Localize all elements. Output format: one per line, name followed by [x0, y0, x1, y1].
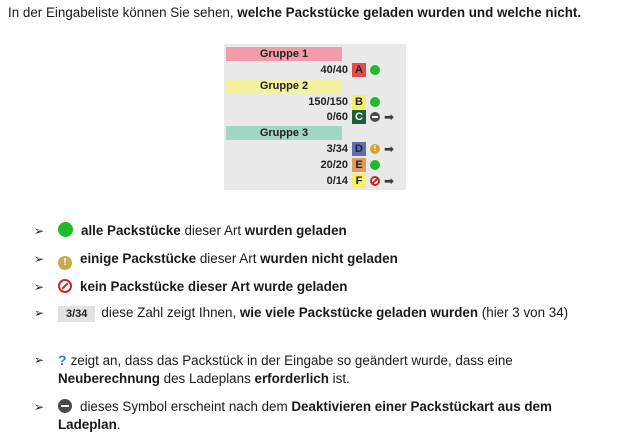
- loaded-status-icon: [370, 97, 380, 107]
- list-item-c[interactable]: [224, 110, 406, 124]
- loaded-status-icon: [370, 65, 380, 75]
- minus-circle-icon: [58, 399, 72, 413]
- loaded-status-icon: [370, 160, 380, 170]
- bullet-text: diese Zahl zeigt Ihnen,: [101, 305, 240, 320]
- bullet-bold: Deaktivieren einer Packstückart aus dem: [291, 399, 552, 414]
- badge-c: C: [352, 110, 366, 124]
- list-item-e[interactable]: [224, 158, 406, 172]
- deactivated-status-icon: [370, 112, 380, 122]
- badge-e: E: [352, 158, 366, 172]
- not-allowed-icon: [58, 279, 72, 293]
- count-c: 0/60: [326, 111, 348, 123]
- badge-d: D: [352, 142, 366, 156]
- group-2-header[interactable]: Gruppe 2: [226, 79, 342, 93]
- intro-bold-text: welche Packstücke geladen wurden und welche nicht.: [237, 5, 582, 20]
- count-d: 3/34: [326, 143, 348, 155]
- count-b: 150/150: [308, 96, 348, 108]
- badge-a: A: [352, 63, 366, 77]
- list-item-b[interactable]: [224, 95, 406, 109]
- badge-b: B: [352, 95, 366, 109]
- bullet-bold: wie viele Packstücke geladen wurden: [239, 305, 479, 320]
- bullet-text: dieser Art: [180, 223, 245, 238]
- bullet-marker: ➢: [34, 306, 45, 320]
- bullet-marker: ➢: [34, 400, 45, 414]
- bullet-bold: Ladeplan: [58, 417, 117, 432]
- list-item-d[interactable]: [224, 142, 406, 156]
- bullet-text: zeigt an, dass das Packstück in der Eingabe so geändert wurde, dass eine: [70, 353, 513, 368]
- arrow-right-icon[interactable]: ➡: [384, 174, 395, 188]
- arrow-right-icon[interactable]: ➡: [384, 110, 395, 124]
- warning-status-icon: !: [370, 144, 380, 154]
- bullet-bold: kein Packstücke dieser Art wurde geladen: [80, 279, 348, 294]
- bullet-marker: ➢: [34, 280, 45, 294]
- bullet-text: dieser Art: [196, 251, 261, 266]
- not-loaded-status-icon: [370, 176, 380, 186]
- count-f: 0/14: [326, 175, 348, 187]
- warning-icon: !: [58, 256, 72, 270]
- bullet-bold: einige Packstücke: [80, 251, 197, 266]
- bullet-bold: wurden nicht geladen: [260, 251, 398, 266]
- bullet-marker: ➢: [34, 252, 45, 266]
- group-1-header[interactable]: Gruppe 1: [226, 47, 342, 61]
- intro-paragraph: [8, 4, 613, 22]
- badge-f: F: [352, 174, 366, 188]
- fraction-example: 3/34: [58, 306, 95, 322]
- green-check-icon: [58, 222, 73, 237]
- bullet-bold: erforderlich: [254, 371, 329, 386]
- intro-text: In der Eingabeliste können Sie sehen,: [8, 5, 238, 20]
- bullet-marker: ➢: [34, 224, 45, 238]
- bullet-text: .: [116, 417, 121, 432]
- bullet-marker: ➢: [34, 353, 45, 367]
- list-item-f[interactable]: [224, 174, 406, 188]
- question-mark-icon: ?: [58, 352, 67, 368]
- bullet-bold: alle Packstücke: [81, 223, 181, 238]
- bullet-text: des Ladeplans: [159, 371, 255, 386]
- bullet-text: dieses Symbol erscheint nach dem: [80, 399, 292, 414]
- group-3-header[interactable]: Gruppe 3: [226, 126, 342, 140]
- bullet-text: (hier 3 von 34): [478, 305, 569, 320]
- bullet-bold: wurden geladen: [244, 223, 347, 238]
- arrow-right-icon[interactable]: ➡: [384, 142, 395, 156]
- count-e: 20/20: [320, 159, 348, 171]
- bullet-bold: Neuberechnung: [58, 371, 160, 386]
- input-list-panel: [224, 44, 406, 190]
- bullet-text: ist.: [328, 371, 350, 386]
- list-item-a[interactable]: [224, 63, 406, 77]
- count-a: 40/40: [320, 64, 348, 76]
